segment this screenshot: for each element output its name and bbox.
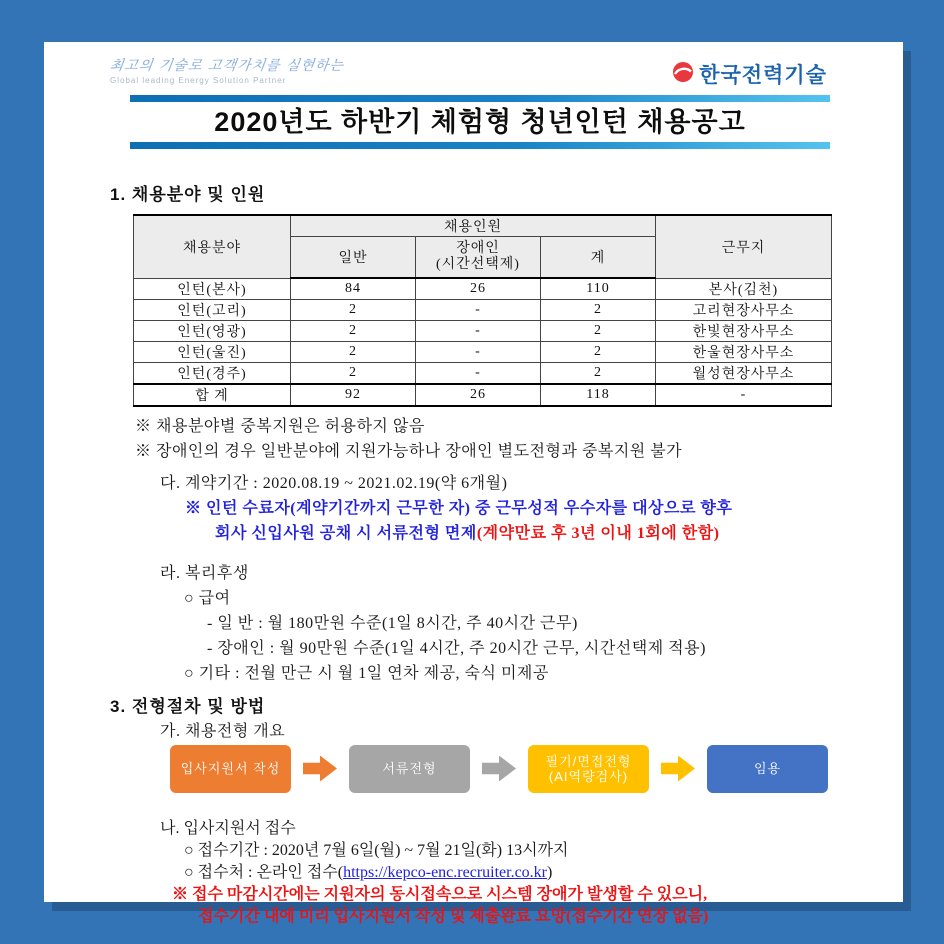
cell-total: 2	[541, 299, 656, 320]
application-heading: 나. 입사지원서 접수	[160, 819, 296, 837]
cell-location: -	[656, 384, 832, 406]
document-header	[44, 53, 903, 91]
flow-step-label: 서류전형	[382, 761, 437, 776]
flow-step-label: 필기/면접전형	[545, 753, 632, 769]
flow-step-application	[170, 745, 291, 793]
col-header-location: 근무지	[656, 215, 832, 278]
cell-general: 92	[291, 384, 416, 406]
table-note-2: ※ 장애인의 경우 일반분야에 지원가능하나 장애인 별도전형과 중복지원 불가	[135, 442, 683, 460]
contract-note-blue: 회사 신입사원 공채 시 서류전형 면제	[215, 524, 477, 542]
slogan-handwriting: 최고의 기술로 고객가치를 실현하는	[108, 58, 346, 74]
cell-field: 인턴(울진)	[134, 341, 291, 362]
cell-disabled: -	[416, 341, 541, 362]
cell-total: 118	[541, 384, 656, 406]
cell-disabled: -	[416, 320, 541, 341]
col-header-disabled-line2: (시간선택제)	[436, 257, 520, 272]
cell-general: 84	[291, 278, 416, 299]
cell-total: 2	[541, 320, 656, 341]
cell-general: 2	[291, 320, 416, 341]
cell-location: 한빛현장사무소	[656, 320, 832, 341]
kepco-enc-logo	[672, 59, 827, 89]
cell-total: 2	[541, 341, 656, 362]
col-header-general: 일반	[291, 237, 416, 279]
cell-field: 합 계	[134, 384, 291, 406]
col-header-group: 채용인원	[291, 215, 656, 237]
col-header-field: 채용분야	[134, 215, 291, 278]
application-place	[184, 864, 847, 882]
application-place-suffix: )	[547, 863, 553, 881]
cell-location: 한울현장사무소	[656, 341, 832, 362]
cell-field: 인턴(경주)	[134, 362, 291, 384]
flow-step-document-screening	[349, 745, 470, 793]
kepco-logo-icon	[672, 61, 694, 88]
flow-step-label: 임용	[753, 761, 782, 776]
title-top-rule	[130, 95, 830, 102]
flow-step-written-interview	[528, 745, 649, 793]
slogan-english: Global leading Energy Solution Partner	[110, 76, 287, 85]
application-place-prefix: ○ 접수처 : 온라인 접수(	[184, 863, 344, 881]
salary-item-general: - 일 반 : 월 180만원 수준(1일 8시간, 주 40시간 근무)	[207, 614, 578, 632]
contract-note-line1: ※ 인턴 수료자(계약기간까지 근무한 자) 중 근무성적 우수자를 대상으로 향후	[185, 499, 733, 517]
flow-step-appointment	[707, 745, 828, 793]
document-body	[110, 180, 847, 926]
flow-arrow-icon	[303, 756, 337, 782]
section1-heading: 1. 채용분야 및 인원	[110, 185, 266, 204]
table-row	[134, 362, 832, 384]
title-block	[130, 95, 830, 149]
salary-item-disabled: - 장애인 : 월 90만원 수준(1일 4시간, 주 20시간 근무, 시간선택제 적용)	[207, 639, 706, 657]
announcement-document	[44, 42, 903, 925]
process-overview-heading: 가. 채용전형 개요	[160, 722, 286, 740]
contract-period: 다. 계약기간 : 2020.08.19 ~ 2021.02.19(약 6개월)	[160, 474, 508, 492]
cell-location: 고리현장사무소	[656, 299, 832, 320]
recruitment-table	[133, 214, 832, 407]
table-row	[134, 299, 832, 320]
flow-arrow-icon	[482, 756, 516, 782]
page-title: 2020년도 하반기 체험형 청년인턴 채용공고	[214, 107, 746, 137]
table-row	[134, 278, 832, 299]
process-flow-diagram	[170, 744, 847, 794]
col-header-total: 계	[541, 237, 656, 279]
flow-step-label-line2: (AI역량검사)	[548, 768, 629, 784]
title-bottom-rule	[130, 142, 830, 149]
cell-disabled: 26	[416, 384, 541, 406]
flow-arrow-icon	[661, 756, 695, 782]
table-note-1: ※ 채용분야별 중복지원은 허용하지 않음	[135, 417, 425, 435]
deadline-warning-line2: 접수기간 내에 미리 입사지원서 작성 및 제출완료 요망(접수기간 연장 없음)	[198, 907, 709, 925]
company-slogan	[110, 55, 344, 85]
section3-heading: 3. 전형절차 및 방법	[110, 696, 266, 716]
cell-disabled: 26	[416, 278, 541, 299]
cell-general: 2	[291, 341, 416, 362]
flow-step-label: 입사지원서 작성	[180, 761, 281, 776]
cell-total: 2	[541, 362, 656, 384]
col-header-disabled-line1: 장애인	[456, 241, 500, 256]
cell-location: 월성현장사무소	[656, 362, 832, 384]
table-total-row	[134, 384, 832, 406]
cell-field: 인턴(본사)	[134, 278, 291, 299]
table-row	[134, 320, 832, 341]
contract-note-red: (계약만료 후 3년 이내 1회에 한함)	[476, 524, 720, 542]
cell-disabled: -	[416, 362, 541, 384]
cell-field: 인턴(고리)	[134, 299, 291, 320]
cell-general: 2	[291, 362, 416, 384]
application-period: ○ 접수기간 : 2020년 7월 6일(월) ~ 7월 21일(화) 13시까지	[184, 841, 569, 859]
cell-field: 인턴(영광)	[134, 320, 291, 341]
table-row	[134, 341, 832, 362]
contract-note-line2	[215, 524, 847, 544]
deadline-warning-line1: ※ 접수 마감시간에는 지원자의 동시접속으로 시스템 장애가 발생할 수 있으니,	[172, 885, 708, 903]
col-header-disabled	[416, 237, 541, 279]
salary-heading: ○ 급여	[184, 589, 231, 607]
welfare-etc: ○ 기타 : 전월 만근 시 월 1일 연차 제공, 숙식 미제공	[184, 664, 549, 682]
logo-text: 한국전력기술	[699, 64, 827, 87]
recruiter-site-link[interactable]: https://kepco-enc.recruiter.co.kr	[343, 863, 548, 881]
welfare-heading: 라. 복리후생	[160, 564, 249, 582]
cell-location: 본사(김천)	[656, 278, 832, 299]
cell-total: 110	[541, 278, 656, 299]
cell-disabled: -	[416, 299, 541, 320]
cell-general: 2	[291, 299, 416, 320]
